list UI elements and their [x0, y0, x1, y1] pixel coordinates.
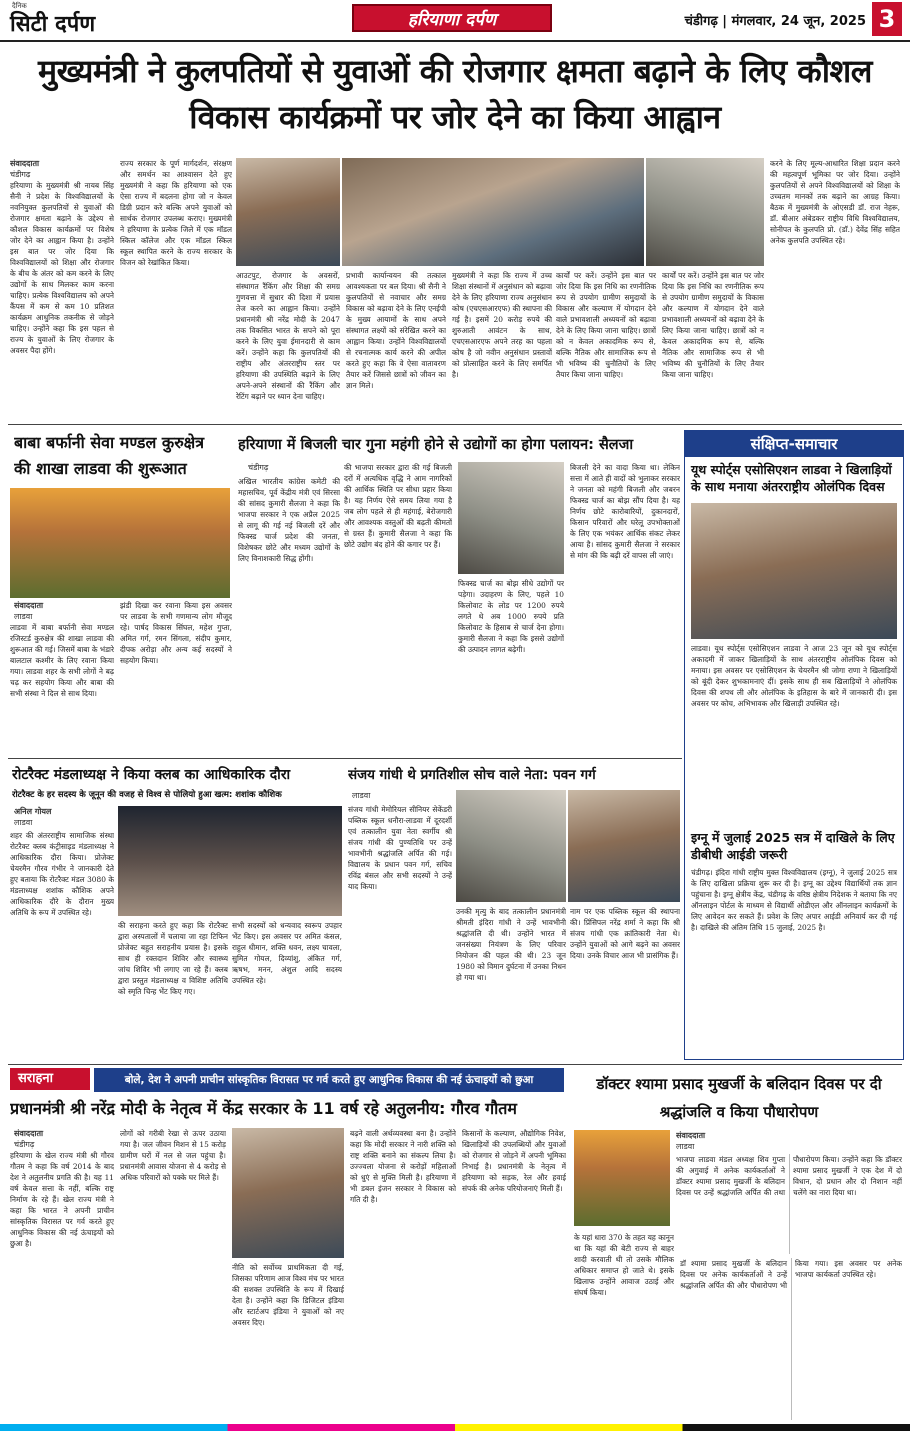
selja-col-2: की भाजपा सरकार द्वारा की गई बिजली दरों में अत्यधिक वृद्धि ने आम नागरिकों की आर्थिक स्थिति पर सीधा प्रहार किया है। यह निर्णय ऐसे समय लिया गया है जब लोग पहले से ही महंगाई, बेरोजगारी और आवश्यक वस्तुओं की बढ़ती कीमतों से ग्रस्त हैं। कुमारी सैलजा ने कहा कि छोटे उद्योग बंद होने की कगार पर हैं।: [344, 463, 452, 549]
bafani-col-2: झंडी दिखा कर रवाना किया इस अवसर पर लाडवा के सभी गणमान्य लोग मौजूद रहे। पार्षद विकास सिंघल, महेश गुप्ता, अमित गर्ग, रमन सिंगला, संदीप कुमार, दीपक अरोड़ा और अन्य कई सदस्यों ने सहयोग किया।: [120, 601, 232, 665]
gautam-col-5: किसानों के कल्याण, औद्योगिक निवेश, खिलाड़ियों की उपलब्धियों और युवाओं को रोजगार से जोड़ने में अपनी भूमिका निभाई है। प्रधानमंत्री के नेतृत्व में हरियाणा को सड़क, रेल और हवाई संपर्क की अनेक परियोजनाएं मिली हैं।: [462, 1129, 566, 1193]
photo-cm-meeting-1: [236, 158, 340, 266]
mukherjee-col-2: के यहां धारा 370 के तहत यह कानून था कि यहां की बेटी राज्य से बाहर शादी करवाती थी तो उसके मौलिक अधिकार समाप्त हो जाते थे। इसके खिलाफ उन्होंने आवाज उठाई और संघर्ष किया।: [574, 1233, 674, 1297]
byline: अनिल गोयल: [14, 807, 52, 816]
byline: संवाददाता: [10, 159, 40, 168]
lead-col-6: कार्यों पर करें। उन्होंने इस बात पर जोर दिया कि इस निधि का रणनीतिक रूप से उपयोग ग्रामीण समुदायों के विकास और कल्याण में योगदान देने वाले प्रभावशाली अध्ययनों को बढ़ावा देने के लिए किया जाना चाहिए। छात्रों को न केवल अकादमिक रूप से, बल्कि नैतिक और सामाजिक रूप से भी भविष्य की चुनौतियों के लिए तैयार किया जाना चाहिए।: [662, 271, 764, 379]
section-banner: हरियाणा दर्पण: [352, 4, 552, 32]
photo-plantation: [574, 1130, 670, 1226]
lead-col-1: हरियाणा के मुख्यमंत्री श्री नायब सिंह सैनी ने प्रदेश के विश्वविद्यालयों के नवनियुक्त कुलपतियों से युवाओं की रोजगार क्षमता बढ़ाने के उद्देश्य से कौशल विकास कार्यक्रमों पर विशेष जोर देने का आह्वान किया है। उन्होंने इस बात पर जोर दिया कि विश्वविद्यालयों को शिक्षा और रोजगार के बीच के अंतर को कम करने के लिए उद्योगों के साथ मिलकर काम करना चाहिए। प्रत्येक विश्वविद्यालय को अपने कैंपस में कम से कम 10 प्रतिशत कार्यक्रम आधुनिक तकनीक से जोड़ने चाहिए। उन्होंने कहा कि इस पहल से राज्य के युवाओं के लिए रोजगार के अवसर पैदा होंगे।: [10, 181, 114, 355]
photo-cm-meeting-2: [646, 158, 764, 266]
rotaract-col-2: की सराहना करते हुए कहा कि रोटरैक्ट द्वारा अस्पतालों में चलाया जा रहा टिफिन प्रोजेक्ट बहुत सराहनीय प्रयास है। इसके साथ ही रक्तदान शिविर और स्वास्थ्य जांच शिविर भी लगाए जा रहे हैं। क्लब द्वारा प्रस्तुत मंडलाध्यक्ष व विशिष्ट अतिथि को स्मृति चिन्ह भेंट किए गए।: [118, 921, 228, 996]
lead-col-7: करने के लिए मूल्य-आधारित शिक्षा प्रदान करने की महत्वपूर्ण भूमिका पर जोर दिया। उन्होंने कुलपतियों से अपने विश्वविद्यालयों को शिक्षा के उच्चतम मानकों तक बढ़ाने का आग्रह किया। बैठक में मुख्यमंत्री के ओएसडी डॉ. राज नेहरू, डॉ. बीआर अंबेडकर राष्ट्रीय विधि विश्वविद्यालय, सोनीपत के कुलपति प्रो. (डॉ.) देवेंद्र सिंह सहित अनेक कुलपति उपस्थित रहे।: [770, 159, 900, 245]
gautam-strap: बोले, देश ने अपनी प्राचीन सांस्कृतिक विरासत पर गर्व करते हुए आधुनिक विकास की नई ऊंचाइयों को छुआ: [94, 1068, 564, 1092]
divider: [8, 1064, 902, 1065]
rotaract-byline: [14, 806, 118, 828]
rotaract-col-3: सभी सदस्यों को धन्यवाद स्वरूप उपहार भेंट किए। इस अवसर पर अमित कंसल, राहुल धीमान, शक्ति धवन, लक्ष्य चावला, सुमित गोयल, दिव्यांशु, अंकित गर्ग, ऋषभ, मनन, अंशुल आदि सदस्य उपस्थित रहे।: [232, 921, 342, 985]
rotaract-col-1: शहर की अंतरराष्ट्रीय सामाजिक संस्था रोटरैक्ट क्लब कंट्रीसाइड मंडलाध्यक्ष ने आधिकारिक दौरा किया। प्रोजेक्ट चेयरमैन गौरव गंभीर ने जानकारी देते हुए बताया कि रोटरैक्ट मंडल 3080 के मंडलाध्यक्ष शशांक कौशिक अपने आधिकारिक दौरे के दौरान मुख्य अतिथि के रूप में उपस्थित रहे।: [10, 831, 114, 917]
rotaract-subhead: रोटरैक्ट के हर सदस्य के जूनून की वजह से विश्व से पोलियो हुआ खत्म: शशांक कौशिक: [12, 790, 282, 800]
ignou-headline: इग्नू में जुलाई 2025 सत्र में दाखिले के लिए डीबीधी आईडी जरूरी: [691, 830, 895, 862]
divider: [8, 758, 682, 759]
photo-gaurav-gautam: [232, 1128, 344, 1258]
dateline-place: चंडीगढ़: [10, 170, 31, 178]
bafani-headline: बाबा बर्फानी सेवा मण्डल कुरुक्षेत्र की शाखा लाडवा की शुरूआत: [14, 433, 205, 478]
mukherjee-byline: [676, 1130, 776, 1152]
gautam-col-2: लोगों को गरीबी रेखा से ऊपर उठाया गया है। जल जीवन मिशन से 15 करोड़ ग्रामीण घरों में नल से जल पहुंचा है। प्रधानमंत्री आवास योजना से 4 करोड़ से अधिक परिवारों को पक्के घर मिले हैं।: [120, 1129, 226, 1182]
olympic-day-headline: यूथ स्पोर्ट्स एसोसिएशन लाडवा ने खिलाड़ियों के साथ मनाया अंतरराष्ट्रीय ओलंपिक दिवस: [691, 462, 892, 494]
brief-news-box: [684, 430, 904, 1060]
divider: [8, 424, 902, 425]
lead-col-2: राज्य सरकार के पूर्ण मार्गदर्शन, संरक्षण और समर्थन का आश्वासन देते हुए मुख्यमंत्री ने कहा कि हरियाणा को एक ऐसा राज्य में बदलना होगा जो न केवल डिग्री प्रदान करे बल्कि अपने युवाओं को सार्थक रोजगार उपलब्ध कराए। मुख्यमंत्री ने हरियाणा के प्रत्येक जिले में एक मॉडल स्किल कॉलेज और एक मॉडल स्किल स्कूल स्थापित करने के राज्य सरकार के विजन को रेखांकित किया।: [120, 159, 232, 267]
page-number: 3: [872, 2, 902, 36]
dateline: चंडीगढ़ | मंगलवार, 24 जून, 2025: [684, 14, 866, 29]
olympic-day-text: लाडवा। यूथ स्पोर्ट्स एसोसिएशन लाडवा ने आज 23 जून को यूथ स्पोर्ट्स अकादमी में जाकर खिलाड़ियों के साथ अंतरराष्ट्रीय ओलंपिक दिवस को मनाया। इस अवसर पर एसोसिएशन के चेयरमैन श्री जोगा राणा ने खिलाड़ियों को बूंदी देकर शुभकामनाएं दीं। इसके साथ ही सब खिलाड़ियों ने ओलंपिक दिवस की शपथ ली और ओलंपिक के इतिहास के बारे में जानकारी दी। इस अवसर पर कोच, अभिभावक और खिलाड़ी उपस्थित रहे।: [691, 644, 897, 708]
dateline-place: चंडीगढ़: [248, 463, 269, 472]
photo-bafani-sewa: [10, 488, 230, 598]
selja-headline: हरियाणा में बिजली चार गुना महंगी होने से उद्योगों का होगा पलायन: सैलजा: [238, 437, 634, 453]
photo-rotaract-club: [118, 806, 342, 916]
gautam-col-4: बढ़ने वाली अर्थव्यवस्था बना है। उन्होंने कहा कि मोदी सरकार ने नारी शक्ति को राष्ट्र शक्ति बनाने का संकल्प लिया है। उज्ज्वला योजना से करोड़ों महिलाओं को धुएं से मुक्ति मिली है। हरियाणा में भी डबल इंजन सरकार ने विकास को गति दी है।: [350, 1129, 456, 1204]
photo-kumari-selja: [458, 462, 564, 574]
lead-byline: [10, 158, 114, 178]
photo-young-athletes: [691, 503, 897, 639]
lead-col-4: मुख्यमंत्री ने कहा कि राज्य में उच्च शिक्षा संस्थानों में अनुसंधान को बढ़ावा देने के लिए हरियाणा राज्य अनुसंधान कोष (एचएसआरएफ) की स्थापना की गई है। इसमें 20 करोड़ रुपये की शुरुआती आवंटन के साथ, एचएसआरएफ अपने तरह का पहला कोष है जो नवीन अनुसंधान प्रस्तावों को प्रोत्साहित करने के लिए समर्पित है।: [452, 271, 552, 379]
brand-tagline: दैनिक: [12, 2, 27, 10]
lead-headline: मुख्यमंत्री ने कुलपतियों से युवाओं की रोजगार क्षमता बढ़ाने के लिए कौशल विकास कार्यक्रमों पर जोर देने का किया आह्वान: [37, 52, 872, 136]
sanjay-col-1: संजय गांधी मेमोरियल सीनियर सेकेंडरी पब्लिक स्कूल धनौरा-लाडवा में दूरदर्शी एवं तत्कालीन युवा नेता स्वर्गीय श्री संजय गांधी की पुण्यतिथि पर उन्हें भावभीनी श्रद्धांजलि अर्पित की गई। विद्यालय के प्रधान पवन गर्ग, सचिव रविंद्र बंसल और सभी सदस्यों ने उन्हें याद किया।: [348, 805, 452, 891]
dateline-place: चंडीगढ़: [14, 1140, 35, 1149]
photo-sanjay-tribute-1: [456, 790, 566, 902]
gautam-col-1: हरियाणा के खेल राज्य मंत्री श्री गौरव गौतम ने कहा कि वर्ष 2014 के बाद देश ने अतुलनीय प्रगति की है। यह 11 वर्ष केवल सत्ता के नहीं, बल्कि राष्ट्र निर्माण के रहे हैं। खेल राज्य मंत्री ने कहा कि भारत ने अपनी प्राचीन सांस्कृतिक विरासत पर गर्व करते हुए आधुनिक विकास की नई ऊंचाइयों को छुआ है।: [10, 1151, 114, 1248]
photo-cm-with-vice-chancellors: [342, 158, 644, 266]
lead-col-5: कार्यों पर करें। उन्होंने इस बात पर जोर दिया कि इस निधि का रणनीतिक रूप से उपयोग ग्रामीण समुदायों के विकास और कल्याण में योगदान देने वाले प्रभावशाली अध्ययनों को बढ़ावा देने के लिए किया जाना चाहिए। छात्रों को न केवल अकादमिक रूप से, बल्कि नैतिक और सामाजिक रूप से भी भविष्य की चुनौतियों के लिए तैयार किया जाना चाहिए।: [556, 271, 656, 379]
gautam-byline: [14, 1128, 114, 1150]
selja-col-4: बिजली देने का वादा किया था। लेकिन सत्ता में आते ही वादों को भुलाकर सरकार ने जनता को महंगी बिजली और जबरन फिक्स्ड चार्ज का बोझ सौंप दिया है। यह निर्णय छोटे कारोबारियों, दुकानदारों, किसान परिवारों और घरेलू उपभोक्ताओं के लिए एक भयंकर आर्थिक संकट लेकर आया है। सांसद कुमारी सैलजा ने सरकार से मांग की कि बढ़ी दरें वापस ली जाएं।: [570, 463, 680, 560]
bafani-col-1: लाडवा में बाबा बर्फानी सेवा मण्डल रजिस्टर्ड कुरुक्षेत्र की शाखा लाडवा की शुरूआत की गई। जिसमें बाबा के भंडारे बालटाल कश्मीर के लिए रवाना किया गया। लाडवा शहर के सभी लोगों ने बढ़ चढ़ कर सहयोग किया और बाबा की सभी संस्था ने दिल से साथ दिया।: [10, 623, 114, 698]
sanjay-headline: संजय गांधी थे प्रगतिशील सोच वाले नेता: पवन गर्ग: [348, 767, 596, 783]
mukherjee-headline: डॉक्टर श्यामा प्रसाद मुखर्जी के बलिदान दिवस पर दी श्रद्धांजलि व किया पौधारोपण: [596, 1075, 882, 1121]
dateline-place: लाडवा: [352, 791, 371, 800]
sanjay-col-2: उनकी मृत्यु के बाद तत्कालीन प्रधानमंत्री श्रीमती इंदिरा गांधी ने उन्हें भावभीनी श्रद्धांजलि दी थी। उन्होंने भारत में जनसंख्या नियंत्रण के लिए परिवार नियोजन की पहल की थी। 23 जून 1980 को विमान दुर्घटना में उनका निधन हो गया था।: [456, 907, 566, 982]
dateline-place: लाडवा: [14, 818, 33, 827]
gautam-headline: प्रधानमंत्री श्री नरेंद्र मोदी के नेतृत्व में केंद्र सरकार के 11 वर्ष रहे अतुलनीय: गौरव गौतम: [10, 1099, 517, 1118]
section-tag: सराहना: [10, 1068, 90, 1090]
photo-sanjay-tribute-2: [568, 790, 680, 902]
ignou-text: चंडीगढ़। इंदिरा गांधी राष्ट्रीय मुक्त विश्वविद्यालय (इग्नू), ने जुलाई 2025 सत्र के लिए दाखिला प्रक्रिया शुरू कर दी है। इग्नू का उद्देश्य विद्यार्थियों तक ज्ञान पहुंचाना है। इग्नू क्षेत्रीय केंद्र, चंडीगढ़ के वरिष्ठ क्षेत्रीय निदेशक ने बताया कि नए ऑनलाइन पोर्टल के माध्यम से विद्यार्थी ओडीएल और ऑनलाइन कार्यक्रमों के लिए आवेदन कर सकते हैं। प्रवेश के लिए अपार आईडी अनिवार्य कर दी गई है। दाखिले की अंतिम तिथि 15 जुलाई, 2025 है।: [691, 868, 897, 932]
byline: संवाददाता: [14, 601, 44, 610]
brief-news-title: संक्षिप्त-समाचार: [685, 431, 903, 457]
mukherjee-col-1: भाजपा लाडवा मंडल अध्यक्ष शिव गुप्ता की अगुवाई में अनेक कार्यकर्ताओं ने डॉक्टर श्यामा प्रसाद मुखर्जी के बलिदान दिवस पर उन्हें श्रद्धांजलि अर्पित की तथा पौधारोपण किया। उन्होंने कहा कि डॉक्टर श्यामा प्रसाद मुखर्जी ने एक देश में दो विधान, दो प्रधान और दो निशान नहीं चलेंगे का नारा दिया था।: [676, 1155, 902, 1197]
rotaract-headline: रोटरैक्ट मंडलाध्यक्ष ने किया क्लब का आधिकारिक दौरा: [12, 767, 291, 783]
print-registration-strip: [0, 1424, 910, 1431]
gautam-col-3: नीति को सर्वोच्च प्राथमिकता दी गई, जिसका परिणाम आज विश्व मंच पर भारत की सशक्त उपस्थिति के रूप में दिखाई देता है। उन्होंने कहा कि डिजिटल इंडिया और स्टार्टअप इंडिया ने युवाओं को नए अवसर दिए।: [232, 1263, 344, 1327]
bafani-byline: [14, 600, 114, 620]
byline: संवाददाता: [676, 1131, 706, 1140]
lead-col-3: आउटपुट, रोजगार के अवसरों, संस्थागत रैंकिंग और शिक्षा की समग्र गुणवत्ता में सुधार की दिशा में प्रयास तेज करने का आह्वान किया। उन्होंने प्रधानमंत्री श्री नरेंद्र मोदी के 2047 तक विकसित भारत के सपने को पूरा करने के लिए युवा ईमानदारी से काम करें। उन्होंने कहा कि कुलपतियों की राष्ट्रीय और अंतरराष्ट्रीय स्तर पर हरियाणा की उपस्थिति बढ़ाने के लिए अपने-अपने संस्थानों की रैंकिंग और रेटिंग बढ़ाने पर ध्यान देना चाहिए।: [236, 271, 340, 401]
lead-col-3b: प्रभावी कार्यान्वयन की तत्काल आवश्यकता पर बल दिया। श्री सैनी ने कुलपतियों से नवाचार और समग्र विकास को बढ़ावा देने के लिए एनईपी के मुख्य आयामों के साथ अपने संस्थागत लक्ष्यों को संरेखित करने का आह्वान किया। उन्होंने विश्वविद्यालयों से रचनात्मक कार्य करने की अपील करते हुए कहा कि वे ऐसा वातावरण तैयार करें जिससे छात्रों को जीवन का ज्ञान मिले।: [346, 271, 446, 390]
sanjay-col-3: नाम पर एक पब्लिक स्कूल की स्थापना की। प्रिंसिपल नरेंद्र शर्मा ने कहा कि श्री संजय गांधी एक क्रांतिकारी नेता थे। उन्होंने युवाओं को आगे बढ़ने का अवसर दिया। उनके विचार आज भी प्रासंगिक हैं।: [570, 907, 680, 960]
dateline-place: लाडवा: [14, 612, 33, 620]
masthead: [0, 0, 910, 42]
byline: संवाददाता: [14, 1129, 44, 1138]
newspaper-logo: सिटी दर्पण: [10, 11, 96, 37]
selja-col-1: अखिल भारतीय कांग्रेस कमेटी की महासचिव, पूर्व केंद्रीय मंत्री एवं सिरसा की सांसद कुमारी सैलजा ने कहा कि भाजपा सरकार ने एक अप्रैल 2025 से लागू की गई नई बिजली दरें और फिक्स्ड चार्ज प्रदेश की जनता, विशेषकर छोटे और मध्यम उद्योगों के लिए विनाशकारी सिद्ध होंगी।: [238, 477, 340, 563]
dateline-place: लाडवा: [676, 1142, 695, 1151]
selja-col-3: फिक्स्ड चार्ज का बोझ सीधे उद्योगों पर पड़ेगा। उदाहरण के लिए, पहले 10 किलोवाट के लोड पर 1200 रुपये लगते थे अब 1000 रुपये प्रति किलोवाट के हिसाब से चार्ज देना होगा। कुमारी सैलजा ने कहा कि इससे उद्योगों की उत्पादन लागत बढ़ेगी।: [458, 579, 564, 654]
mukherjee-col-3: डॉ श्यामा प्रसाद मुखर्जी के बलिदान दिवस पर अनेक कार्यकर्ताओं ने उन्हें श्रद्धांजलि अर्पित की और पौधारोपण भी किया गया। इस अवसर पर अनेक भाजपा कार्यकर्ता उपस्थित रहे।: [680, 1259, 902, 1290]
